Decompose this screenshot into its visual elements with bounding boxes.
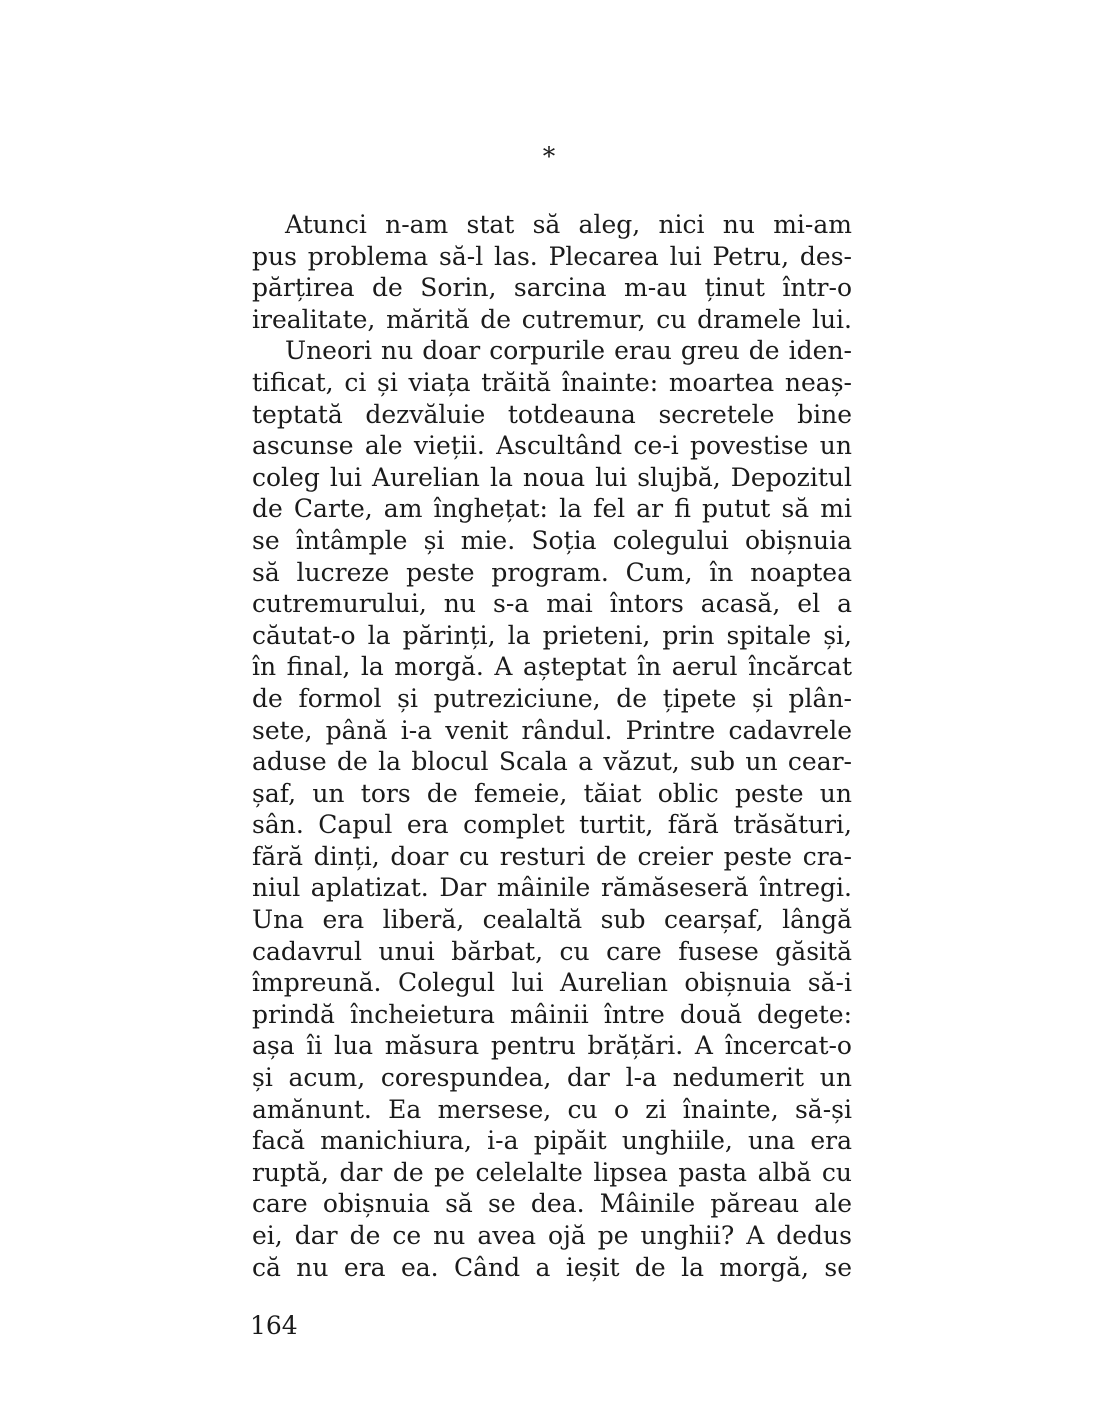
text-line: în final, la morgă. A așteptat în aerul încărcat [252, 652, 852, 682]
section-separator-asterisk: * [542, 142, 556, 171]
text-line: tificat, ci și viața trăită înainte: moartea neaș- [252, 367, 852, 397]
text-line: Uneori nu doar corpurile erau greu de iden- [285, 336, 852, 366]
text-line: și acum, corespundea, dar l-a nedumerit un [252, 1063, 852, 1093]
text-line: facă manichiura, i-a pipăit unghiile, una era [252, 1126, 852, 1156]
page-number: 164 [250, 1311, 298, 1340]
text-line: sete, până i-a venit rândul. Printre cadavrele [252, 715, 852, 745]
text-line: cadavrul unui bărbat, cu care fusese găsită [252, 936, 852, 966]
text-line: amănunt. Ea mersese, cu o zi înainte, să-și [252, 1094, 852, 1124]
text-line: Una era liberă, cealaltă sub cearșaf, lângă [252, 905, 852, 935]
text-line: părțirea de Sorin, sarcina m-au ținut într-o [252, 273, 852, 303]
text-line: căutat-o la părinți, la prieteni, prin spitale și, [252, 620, 852, 650]
text-line: fără dinți, doar cu resturi de creier peste cra- [252, 841, 852, 871]
text-line: prindă încheietura mâinii între două degete: [252, 999, 852, 1029]
text-line: niul aplatizat. Dar mâinile rămăseseră întregi. [252, 873, 852, 903]
text-line: că nu era ea. Când a ieșit de la morgă, se [252, 1252, 852, 1282]
text-line: pus problema să-l las. Plecarea lui Petru, des- [252, 241, 852, 271]
text-line: ascunse ale vieții. Ascultând ce-i povestise un [252, 431, 852, 461]
text-line: sân. Capul era complet turtit, fără trăsături, [252, 810, 852, 840]
text-line: împreună. Colegul lui Aurelian obișnuia să-i [252, 968, 852, 998]
text-line: aduse de la blocul Scala a văzut, sub un cear- [252, 747, 852, 777]
text-line: ruptă, dar de pe celelalte lipsea pasta albă cu [252, 1157, 852, 1187]
text-line: șaf, un tors de femeie, tăiat oblic peste un [252, 778, 852, 808]
text-line: se întâmple și mie. Soția colegului obișnuia [252, 525, 852, 555]
text-line: ei, dar de ce nu avea ojă pe unghii? A dedus [252, 1221, 852, 1250]
text-line: să lucreze peste program. Cum, în noaptea [252, 557, 852, 587]
text-line: teptată dezvăluie totdeauna secretele bine [252, 399, 852, 429]
text-line: irealitate, mărită de cutremur, cu dramele lui. [252, 304, 852, 334]
body-text-block [252, 209, 852, 1283]
text-line: cutremurului, nu s-a mai întors acasă, el a [252, 589, 852, 619]
text-line: de formol și putreziciune, de țipete și plân- [252, 683, 852, 713]
text-line: de Carte, am înghețat: la fel ar fi putut să mi [252, 494, 852, 524]
text-line: Atunci n-am stat să aleg, nici nu mi-am [285, 210, 852, 239]
text-line: așa îi lua măsura pentru brățări. A încercat-o [252, 1031, 852, 1061]
text-line: care obișnuia să se dea. Mâinile păreau ale [252, 1189, 852, 1219]
text-line: coleg lui Aurelian la noua lui slujbă, Depozitul [252, 462, 852, 492]
